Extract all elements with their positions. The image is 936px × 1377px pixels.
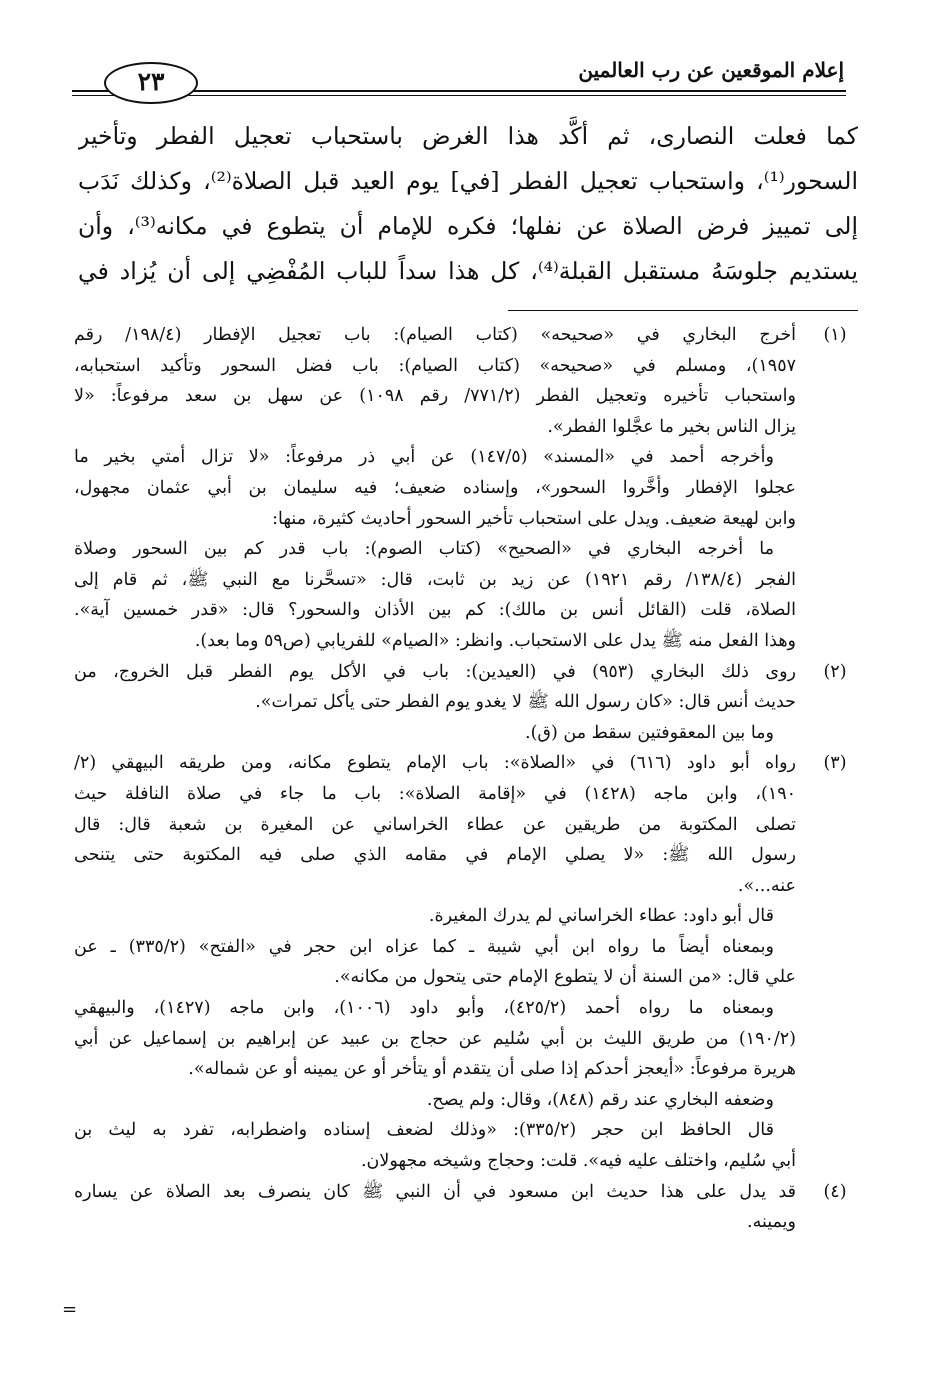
- footnote-line: الفجر (١٣٨/٤/ رقم ١٩٢١) عن زيد بن ثابت، قال: «تسحَّرنا مع النبي ﷺ، ثم قام إلى: [74, 569, 796, 590]
- footnote-paragraph: [74, 442, 796, 534]
- footnote-line: عنه...».: [737, 875, 796, 896]
- footnote-line: رسول الله ﷺ: «لا يصلي الإمام في مقامه الذي صلى فيه المكتوبة حتى يتنحى: [74, 845, 796, 866]
- footnote-line: واستحباب تأخيره وتعجيل الفطر (٧٧١/٢/ رقم ١٠٩٨) عن سهل بن سعد مرفوعاً: «لا: [74, 386, 796, 407]
- footnote-number: (٣): [823, 753, 847, 774]
- footnote-line: يزال الناس بخير ما عجَّلوا الفطر».: [547, 416, 796, 437]
- footnote-line: قال الحافظ ابن حجر (٣٣٥/٢): «وذلك لضعف إسناده واضطرابه، تفرد به ليث بن: [74, 1120, 774, 1141]
- footnote-line: أخرج البخاري في «صحيحه» (كتاب الصيام): باب تعجيل الإفطار (١٩٨/٤/ رقم: [74, 325, 796, 345]
- main-text: [78, 114, 858, 294]
- page-number: ٢٣: [104, 62, 198, 104]
- footnote-line: تصلى المكتوبة من طريقين عن عطاء الخراساني عن المغيرة بن شعبة قال: قال: [74, 814, 796, 835]
- running-title: إعلام الموقعين عن رب العالمين: [578, 58, 844, 82]
- footnote-paragraph: [74, 534, 796, 656]
- footnote-paragraph: [74, 993, 796, 1085]
- footnote-line: رواه أبو داود (٦١٦) في «الصلاة»: باب الإمام يتطوع مكانه، ومن طريقه البيهقي (٢/: [74, 753, 796, 774]
- footnote: [74, 320, 858, 657]
- footnote-paragraph: [74, 320, 796, 442]
- footnote-line: روى ذلك البخاري (٩٥٣) في (العيدين): باب في الأكل يوم الفطر قبل الخروج، من: [74, 661, 796, 682]
- footnote-line: وأخرجه أحمد في «المسند» (١٤٧/٥) عن أبي ذر مرفوعاً: «لا تزال أمتي بخير ما: [74, 447, 774, 468]
- footnote-paragraph: [74, 718, 796, 749]
- main-text-line: كما فعلت النصارى، ثم أكَّد هذا الغرض باستحباب تعجيل الفطر وتأخير: [78, 122, 858, 150]
- footnote-paragraph: [74, 901, 796, 932]
- footnote: [74, 657, 858, 749]
- footnote-paragraph: [74, 657, 796, 718]
- footnote-line: ١٩٠)، وابن ماجه (١٤٢٨) في «إقامة الصلاة»: باب ما جاء في صلاة النافلة حيث: [74, 783, 796, 804]
- footnotes: [74, 320, 858, 1238]
- footnote-line: وبمعناه أيضاً ما رواه ابن أبي شيبة ـ كما عزاه ابن حجر في «الفتح» (٣٣٥/٢) ـ عن: [74, 936, 775, 957]
- footnote-line: وما بين المعقوفتين سقط من (ق).: [525, 722, 774, 743]
- main-text-line: يستديم جلوسَهُ مستقبل القبلة⁽⁴⁾، كل هذا سداً للباب المُفْضِي إلى أن يُزاد في: [78, 257, 858, 285]
- footnote-line: ويمينه.: [747, 1212, 796, 1233]
- footnote-line: حديث أنس قال: «كان رسول الله ﷺ لا يغدو يوم الفطر حتى يأكل تمرات».: [255, 692, 796, 713]
- footnote-line: ١٩٥٧)، ومسلم في «صحيحه» (كتاب الصيام): باب فضل السحور وتأكيد استحبابه،: [74, 355, 796, 376]
- footnote-line: الصلاة، قلت (القائل أنس بن مالك): كم بين الأذان والسحور؟ قال: «قدر خمسين آية».: [74, 600, 796, 621]
- footnote-line: قد يدل على هذا حديث ابن مسعود في أن النبي ﷺ كان ينصرف بعد الصلاة عن يساره: [74, 1181, 796, 1202]
- footnote-line: وهذا الفعل منه ﷺ يدل على الاستحباب. وانظر: «الصيام» للفريابي (ص٥٩ وما بعد).: [194, 630, 796, 651]
- footnote-line: أبي سُليم، واختلف عليه فيه». قلت: وحجاج وشيخه مجهولان.: [360, 1151, 796, 1172]
- footnote-number: (٤): [823, 1181, 847, 1202]
- footnote-line: عجلوا الإفطار وأخَّروا السحور»، وإسناده ضعيف؛ فيه سليمان بن أبي عثمان مجهول،: [74, 477, 796, 498]
- footnote-paragraph: [74, 1085, 796, 1116]
- footnote-paragraph: [74, 1115, 796, 1176]
- footnote-paragraph: [74, 932, 796, 993]
- footnote-separator: [508, 310, 858, 311]
- footnote-line: قال أبو داود: عطاء الخراساني لم يدرك المغيرة.: [428, 906, 774, 927]
- main-text-line: السحور⁽¹⁾، واستحباب تعجيل الفطر [في] يوم العيد قبل الصلاة⁽²⁾، وكذلك نَدَب: [78, 167, 858, 195]
- footnote-line: هريرة مرفوعاً: «أيعجز أحدكم إذا صلى أن يتقدم أو يتأخر أو عن يمينه أو عن شماله».: [188, 1059, 796, 1080]
- footnote-line: ما أخرجه البخاري في «الصحيح» (كتاب الصوم): باب قدر كم بين السحور وصلاة: [74, 539, 774, 560]
- footnote-number: (١): [823, 325, 847, 345]
- footnote-number: (٢): [823, 661, 847, 682]
- footnote-line: وضعفه البخاري عند رقم (٨٤٨)، وقال: ولم يصح.: [426, 1089, 774, 1110]
- main-text-line: إلى تمييز فرض الصلاة عن نفلها؛ فكره للإمام أن يتطوع في مكانه⁽³⁾، وأن: [78, 212, 858, 240]
- footnote-line: علي قال: «من السنة أن لا يتطوع الإمام حتى يتحول من مكانه».: [334, 967, 796, 988]
- footnote: [74, 1177, 858, 1238]
- footnote-line: وبمعناه ما رواه أحمد (٤٢٥/٢)، وأبو داود (١٠٠٦)، وابن ماجه (١٤٢٧)، والبيهقي: [74, 998, 775, 1019]
- footnote-line: وابن لهيعة ضعيف. ويدل على استحباب تأخير السحور أحاديث كثيرة، منها:: [272, 508, 796, 529]
- continuation-mark: =: [62, 1299, 78, 1320]
- footnote-paragraph: [74, 748, 796, 901]
- footnote-line: (١٩٠/٢) من طريق الليث بن أبي سُليم عن حجاج بن عبيد عن إبراهيم بن إسماعيل عن أبي: [74, 1028, 796, 1049]
- footnote: [74, 748, 858, 1176]
- footnote-paragraph: [74, 1177, 796, 1238]
